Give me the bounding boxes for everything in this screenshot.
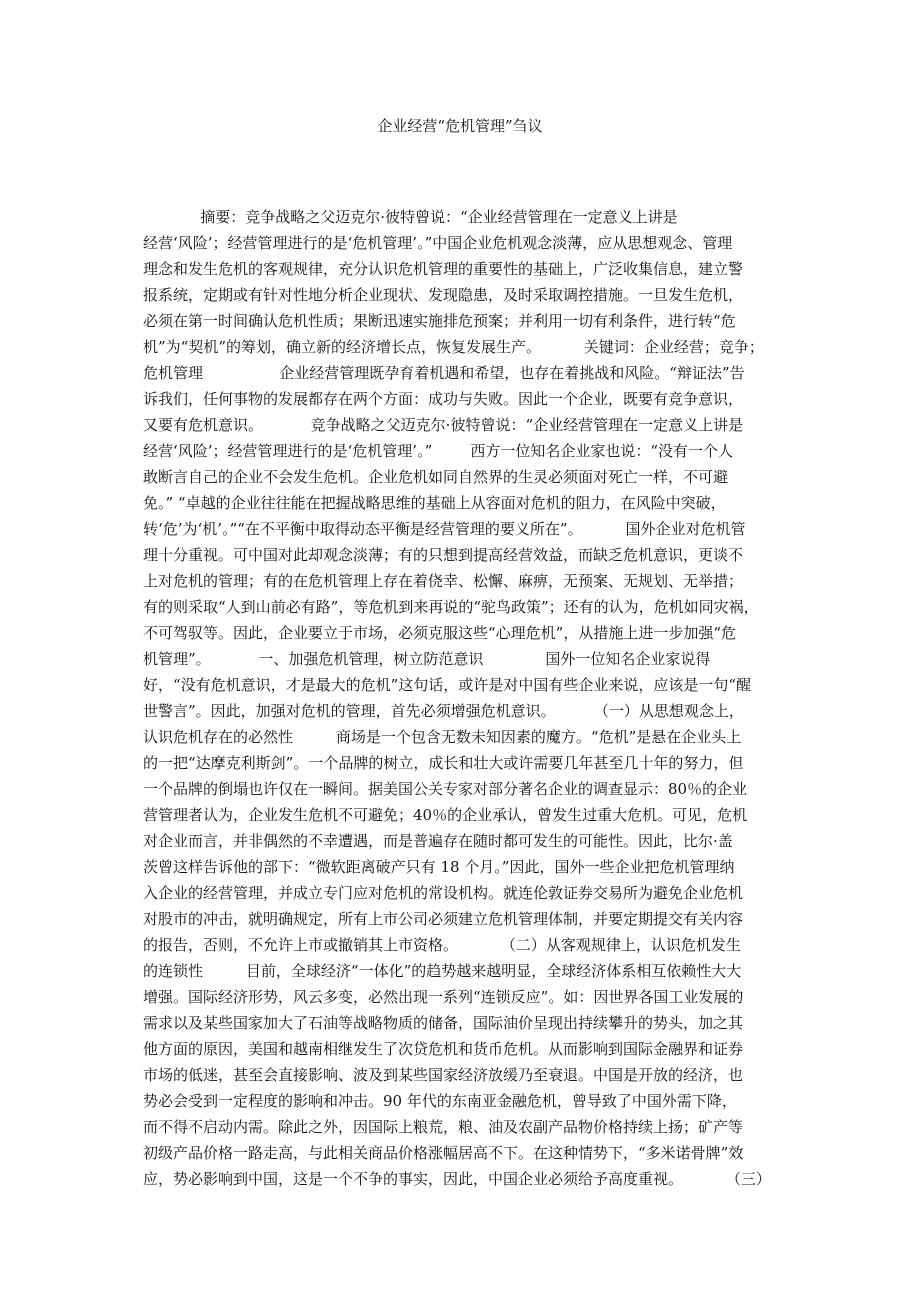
body-line: 的报告，否则，不允许上市或撤销其上市资格。 （二）从客观规律上，认识危机发生 [143, 936, 741, 954]
body-line: 摘要：竞争战略之父迈克尔·彼特曾说：“企业经营管理在一定意义上讲是 [143, 208, 678, 226]
body-line: 经营‘风险’；经营管理进行的是‘危机管理’。”中国企业危机观念淡薄，应从思想观念、管理 [143, 234, 733, 252]
body-line: 增强。国际经济形势，风云多变，必然出现一系列“连锁反应”。如：因世界各国工业发展的 [143, 988, 744, 1006]
body-line: 认识危机存在的必然性 商场是一个包含无数未知因素的魔方。“危机”是悬在企业头上 [143, 728, 742, 746]
body-line: 对企业而言，并非偶然的不幸遭遇，而是普遍存在随时都可发生的可能性。因此，比尔·盖 [143, 832, 733, 850]
body-line: 机”为“契机”的筹划，确立新的经济增长点，恢复发展生产。 关键词：企业经营；竞争； [143, 338, 764, 356]
body-line: 好，“没有危机意识，才是最大的危机”这句话，或许是对中国有些企业来说，应该是一句“醒 [143, 676, 752, 694]
body-line: 必须在第一时间确认危机性质；果断迅速实施排危预案；并利用一切有利条件，进行转“危 [143, 312, 736, 330]
body-line: 敢断言自己的企业不会发生危机。企业危机如同自然界的生灵必须面对死亡一样，不可避 [143, 468, 729, 486]
body-line: 转‘危’为‘机’。”“在不平衡中取得动态平衡是经营管理的要义所在”。 国外企业对危机管 [143, 520, 746, 538]
document-body [143, 204, 783, 1192]
body-line: 机管理”。 一、加强危机管理，树立防范意识 国外一位知名企业家说得 [143, 650, 711, 668]
body-line: 他方面的原因，美国和越南相继发生了次贷危机和货币危机。从而影响到国际金融界和证券 [143, 1040, 744, 1058]
body-line: 对股市的冲击，就明确规定，所有上市公司必须建立危机管理体制，并要定期提交有关内容 [143, 910, 744, 928]
body-line: 市场的低迷，甚至会直接影响、波及到某些国家经济放缓乃至衰退。中国是开放的经济，也 [143, 1066, 744, 1084]
body-line: 上对危机的管理；有的在危机管理上存在着侥幸、松懈、麻痹，无预案、无规划、无举措； [143, 572, 744, 590]
body-line: 入企业的经营管理，并成立专门应对危机的常设机构。就连伦敦证券交易所为避免企业危机 [143, 884, 744, 902]
body-line: 诉我们，任何事物的发展都存在两个方面：成功与失败。因此一个企业，既要有竞争意识， [143, 390, 744, 408]
body-line: 一个品牌的倒塌也许仅在一瞬间。据美国公关专家对部分著名企业的调查显示：80％的企业 [143, 780, 748, 798]
body-line: 经营‘风险’；经营管理进行的是‘危机管理’。” 西方一位知名企业家也说：“没有一个人 [143, 442, 734, 460]
body-line: 营管理者认为，企业发生危机不可避免；40％的企业承认，曾发生过重大危机。可见，危机 [143, 806, 748, 824]
body-line: 有的则采取“人到山前必有路”，等危机到来再说的“驼鸟政策”；还有的认为，危机如同灾祸， [143, 598, 759, 616]
body-line: 的一把“达摩克利斯剑”。一个品牌的树立，成长和壮大或许需要几年甚至几十年的努力，但 [143, 754, 744, 772]
body-line: 理十分重视。可中国对此却观念淡薄；有的只想到提高经营效益，而缺乏危机意识，更谈不 [143, 546, 744, 564]
body-line: 理念和发生危机的客观规律，充分认识危机管理的重要性的基础上，广泛收集信息，建立警 [143, 260, 744, 278]
body-line: 应，势必影响到中国，这是一个不争的事实，因此，中国企业必须给予高度重视。 （三） [143, 1170, 771, 1188]
body-line: 危机管理 企业经营管理既孕育着机遇和希望，也存在着挑战和风险。“辩证法”告 [143, 364, 745, 382]
document-title: 企业经营“危机管理”刍议 [377, 117, 543, 135]
body-line: 又要有危机意识。 竞争战略之父迈克尔·彼特曾说：“企业经营管理在一定意义上讲是 [143, 416, 744, 434]
body-line: 世警言”。因此，加强对危机的管理，首先必须增强危机意识。 （一）从思想观念上， [143, 702, 744, 720]
body-line: 势必会受到一定程度的影响和冲击。90 年代的东南亚金融危机，曾导致了中国外需下降， [143, 1092, 737, 1110]
body-line: 而不得不启动内需。除此之外，因国际上粮荒，粮、油及农副产品物价格持续上扬；矿产等 [143, 1118, 744, 1136]
body-line: 初级产品价格一路走高，与此相关商品价格涨幅居高不下。在这种情势下，“多米诺骨牌”效 [143, 1144, 744, 1162]
body-line: 需求以及某些国家加大了石油等战略物质的储备，国际油价呈现出持续攀升的势头，加之其 [143, 1014, 744, 1032]
body-line: 茨曾这样告诉他的部下：“微软距离破产只有 18 个月。”因此，国外一些企业把危机管理纳 [143, 858, 735, 876]
body-line: 报系统，定期或有针对性地分析企业现状、发现隐患，及时采取调控措施。一旦发生危机， [143, 286, 744, 304]
body-line: 免。” “卓越的企业往往能在把握战略思维的基础上从容面对危机的阻力，在风险中突破， [143, 494, 726, 512]
body-line: 的连锁性 目前，全球经济“一体化”的趋势越来越明显，全球经济体系相互依赖性大大 [143, 962, 742, 980]
body-line: 不可驾驭等。因此，企业要立于市场，必须克服这些“心理危机”，从措施上进一步加强“危 [143, 624, 737, 642]
